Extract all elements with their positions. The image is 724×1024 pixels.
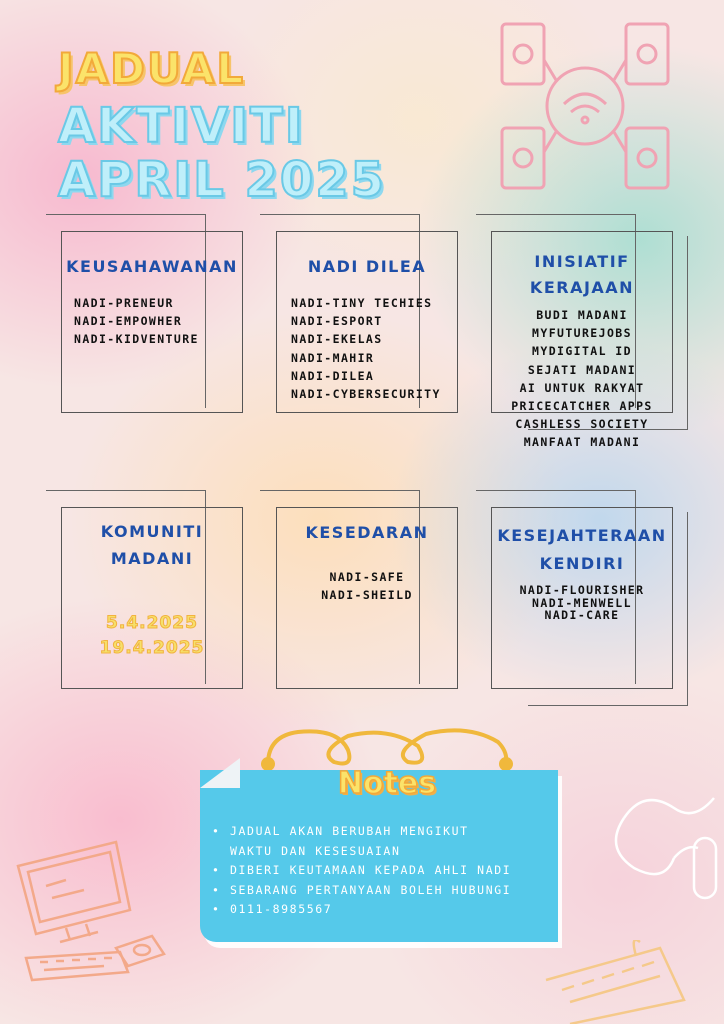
card-title: MADANI bbox=[110, 549, 194, 568]
list-item: AI UNTUK RAKYAT bbox=[519, 380, 645, 395]
list-item: NADI-TINY TECHIES bbox=[291, 296, 433, 310]
list-item: NADI-EMPOWHER bbox=[74, 314, 183, 329]
keyboard-icon bbox=[540, 940, 690, 1024]
card-title: NADI DILEA bbox=[307, 257, 427, 276]
list-item: NADI-CARE bbox=[544, 608, 620, 622]
card-nadi-dilea bbox=[276, 231, 458, 413]
notes-item-text: DIBERI KEUTAMAAN KEPADA AHLI NADI bbox=[230, 863, 512, 878]
list-item: NADI-CYBERSECURITY bbox=[291, 387, 441, 402]
list-item: NADI-SAFE bbox=[329, 570, 405, 584]
card-list bbox=[277, 568, 457, 604]
list-item: SEJATI MADANI bbox=[527, 362, 637, 377]
notes-item-text: SEBARANG PERTANYAAN BOLEH HUBUNGI bbox=[230, 882, 512, 897]
card-title: KOMUNITI bbox=[100, 522, 204, 541]
list-item: MANFAAT MADANI bbox=[523, 435, 641, 450]
card-title: KEUSAHAWANAN bbox=[66, 257, 238, 276]
bullet-icon: • bbox=[212, 882, 221, 897]
notes-item bbox=[212, 861, 562, 881]
card-keusahawanan bbox=[61, 231, 243, 413]
date-label: 5.4.2025 bbox=[106, 613, 198, 633]
date-label: 19.4.2025 bbox=[99, 638, 205, 658]
bullet-icon: • bbox=[212, 863, 221, 878]
card-list bbox=[291, 294, 466, 403]
list-item: NADI-DILEA bbox=[291, 368, 375, 383]
notes-item bbox=[212, 822, 562, 842]
card-title: KENDIRI bbox=[539, 554, 625, 573]
notes-list bbox=[212, 822, 562, 920]
bullet-icon: • bbox=[212, 902, 221, 917]
notes-item bbox=[212, 842, 562, 862]
card-kesedaran bbox=[276, 507, 458, 689]
list-item: MYDIGITAL ID bbox=[532, 344, 632, 359]
title-april-2025: APRIL 2025 bbox=[58, 152, 387, 208]
bullet-icon: • bbox=[212, 824, 221, 838]
card-inisiatif-kerajaan bbox=[491, 231, 673, 450]
list-item: NADI-FLOURISHER bbox=[519, 583, 645, 597]
title-jadual: JADUAL bbox=[58, 44, 246, 93]
list-item: NADI-SHEILD bbox=[321, 588, 413, 603]
notes-item-text: WAKTU DAN KESESUAIAN bbox=[230, 843, 401, 858]
list-item: NADI-ESPORT bbox=[291, 314, 383, 329]
list-item: NADI-MAHIR bbox=[291, 350, 375, 365]
list-item: BUDI MADANI bbox=[536, 308, 628, 322]
list-item: NADI-MENWELL bbox=[532, 595, 632, 610]
paper-clip-decoration bbox=[258, 722, 518, 772]
notes-title: Notes bbox=[337, 766, 437, 801]
notes-item-text: JADUAL AKAN BERUBAH MENGIKUT bbox=[230, 824, 469, 838]
earphones-icon bbox=[604, 788, 724, 928]
notes-item bbox=[212, 900, 562, 920]
notes-item-text: 0111-8985567 bbox=[230, 902, 333, 917]
card-komuniti-madani bbox=[61, 507, 243, 689]
notes-item bbox=[212, 881, 562, 901]
title-aktiviti: AKTIVITI bbox=[58, 98, 305, 154]
list-item: NADI-EKELAS bbox=[291, 332, 383, 347]
card-list bbox=[492, 584, 672, 622]
card-title: KERAJAAN bbox=[529, 278, 635, 297]
list-item: PRICECATCHER APPS bbox=[511, 399, 653, 414]
list-item: CASHLESS SOCIETY bbox=[515, 417, 649, 432]
list-item: MYFUTUREJOBS bbox=[532, 326, 632, 341]
card-list bbox=[492, 306, 672, 452]
wifi-phones-icon bbox=[496, 20, 672, 196]
list-item: NADI-PRENEUR bbox=[74, 296, 174, 310]
card-title: KESEJAHTERAAN bbox=[497, 526, 667, 545]
list-item: NADI-KIDVENTURE bbox=[74, 332, 199, 347]
card-kesejahteraan-kendiri bbox=[491, 507, 673, 689]
keyboard-icon bbox=[22, 950, 132, 984]
card-title: KESEDARAN bbox=[305, 523, 429, 542]
card-list bbox=[74, 294, 244, 349]
card-title: INISIATIF bbox=[534, 252, 630, 271]
